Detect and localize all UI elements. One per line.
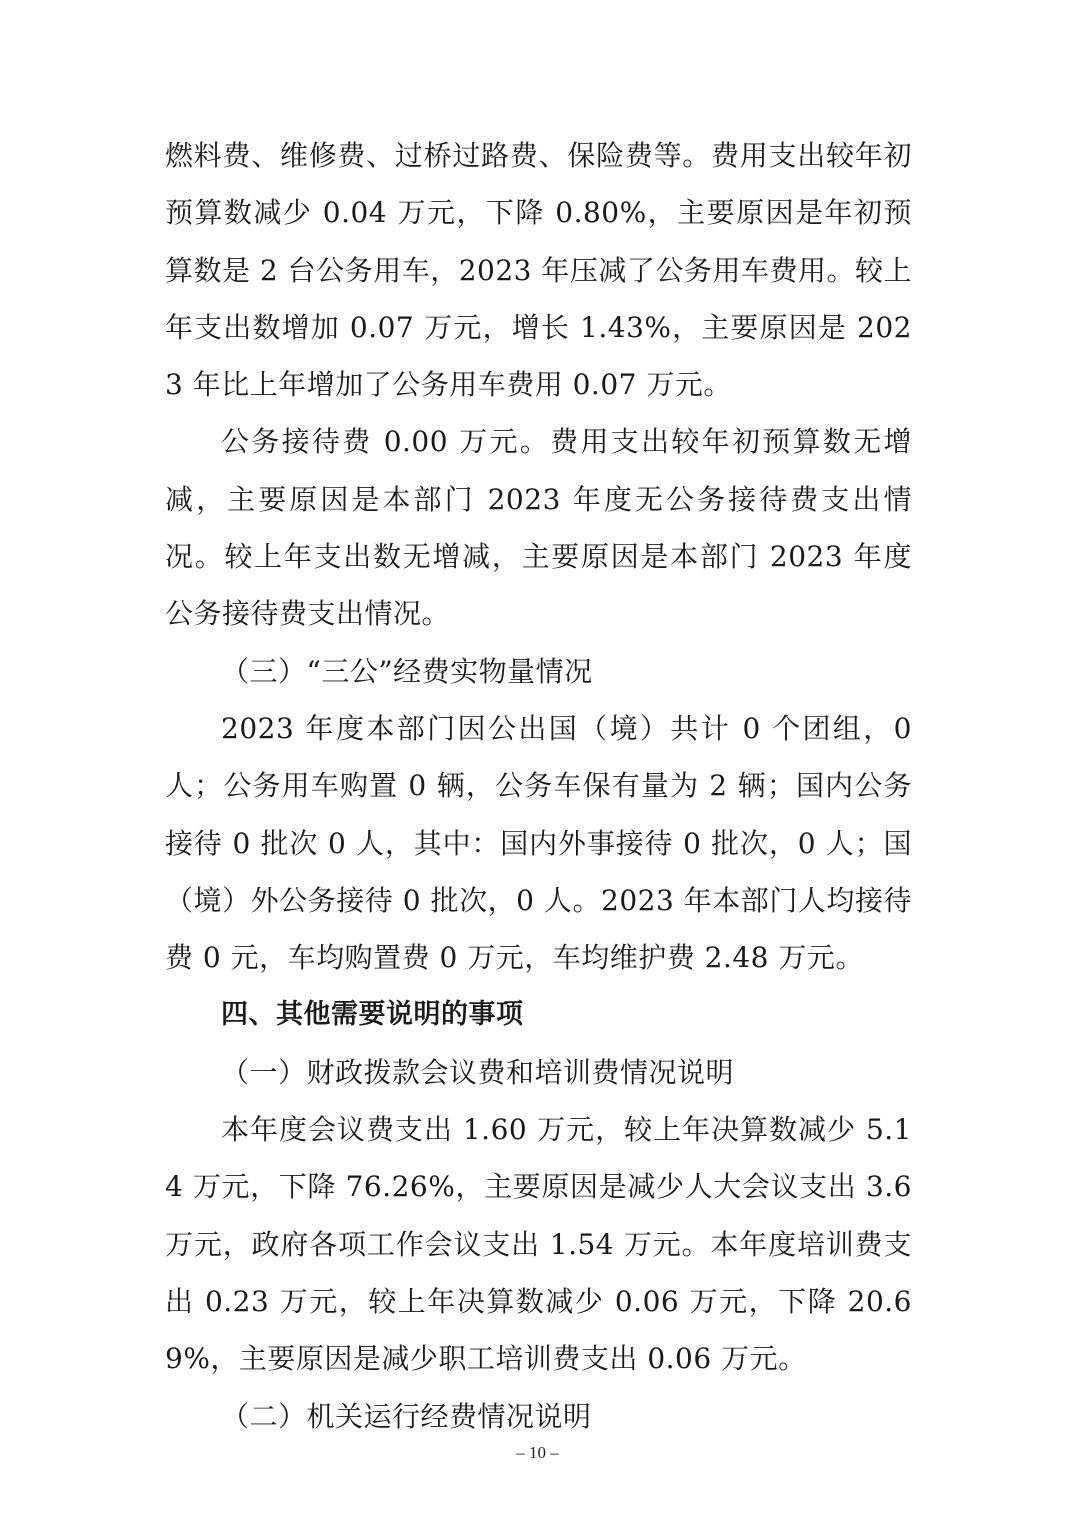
- document-body: [165, 127, 912, 1445]
- page-number: – 10 –: [516, 1443, 559, 1462]
- subsection-heading-operating-costs: （二）机关运行经费情况说明: [221, 1399, 592, 1433]
- subsection-heading-meeting-training: （一）财政拨款会议费和培训费情况说明: [221, 1055, 735, 1089]
- section-heading-other-matters: 四、其他需要说明的事项: [221, 999, 524, 1031]
- paragraph-meeting-training: 本年度会议费支出 1.60 万元，较上年决算数减少 5.14 万元，下降 76.26%，主要原因是减少人大会议支出 3.6 万元，政府各项工作会议支出 1.54 万元。本年度培训费支出 0.23 万元，较上年决算数减少 0.06 万元，下降 20.69%，主要原因是减少职工培训费支出 0.06 万元。: [165, 1113, 912, 1376]
- section-heading-three-public-quantity: （三）“三公”经费实物量情况: [221, 654, 593, 688]
- paragraph-reception-cost: 公务接待费 0.00 万元。费用支出较年初预算数无增减，主要原因是本部门 2023 年度无公务接待费支出情况。较上年支出数无增减，主要原因是本部门 2023 年度公务接待费支出情况。: [165, 425, 912, 631]
- paragraph-physical-quantity: 2023 年度本部门因公出国（境）共计 0 个团组，0 人；公务用车购置 0 辆，公务车保有量为 2 辆；国内公务接待 0 批次 0 人，其中：国内外事接待 0 批次，0 人；国（境）外公务接待 0 批次，0 人。2023 年本部门人均接待费 0 元，车均购置费 0 万元，车均维护费 2.48 万元。: [165, 711, 912, 975]
- paragraph-vehicle-cost: 燃料费、维修费、过桥过路费、保险费等。费用支出较年初预算数减少 0.04 万元，下降 0.80%，主要原因是年初预算数是 2 台公务用车，2023 年压减了公务用车费用。较上年支出数增加 0.07 万元，增长 1.43%，主要原因是 2023 年比上年增加了公务用车费用 0.07 万元。: [165, 139, 912, 402]
